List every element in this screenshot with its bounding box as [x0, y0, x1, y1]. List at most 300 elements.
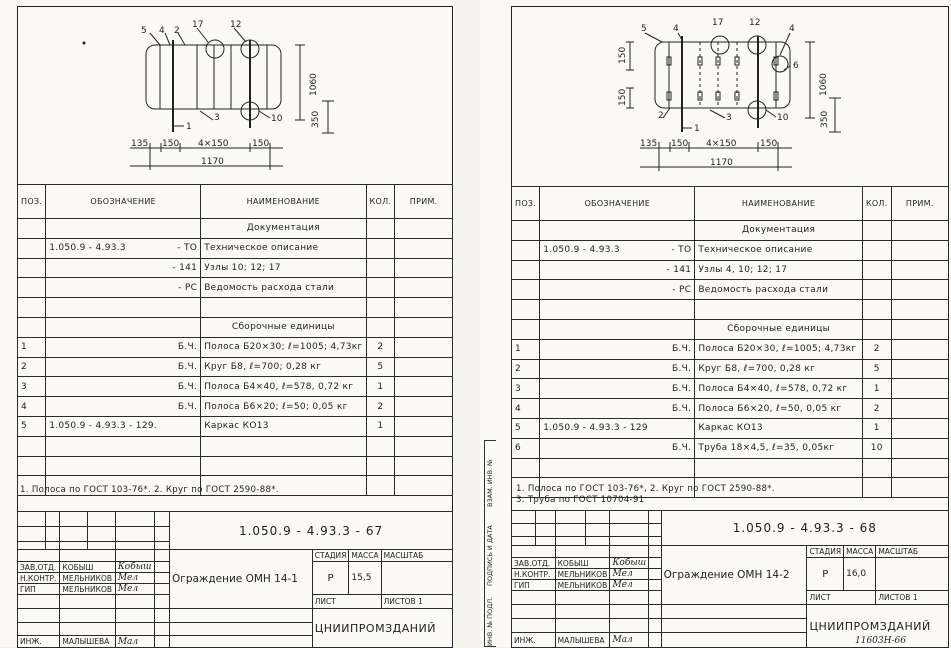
row-note: [891, 478, 948, 498]
row-qty: [366, 298, 395, 318]
signer-name: [555, 605, 610, 619]
callout-label: 17: [712, 18, 724, 28]
row-code: [540, 359, 695, 379]
row-qty: [862, 300, 891, 320]
dim-bottom: 4×150: [198, 139, 229, 149]
row-code-suffix: Б.Ч.: [177, 401, 198, 412]
signer-role: ГИП: [18, 584, 60, 595]
row-qty: 2: [862, 339, 891, 359]
row-code: [46, 298, 201, 318]
signer-name: МАЛЫШЕВА: [60, 636, 115, 648]
row-qty: [366, 317, 395, 337]
document-number: 1.050.9 - 4.93.3 - 67: [170, 512, 453, 550]
table-row: [18, 238, 453, 258]
row-code: [540, 260, 695, 280]
sheets-count: ЛИСТОВ 1: [876, 591, 949, 605]
row-code-suffix: Б.Ч.: [672, 383, 692, 394]
table-row: [18, 317, 453, 337]
table-row: [18, 219, 453, 239]
table-row: [18, 357, 453, 377]
dim-bottom: 135: [640, 139, 658, 149]
signature: Мел: [610, 580, 649, 591]
row-code: [46, 416, 201, 436]
signature: [115, 595, 154, 609]
row-name: Техническое описание: [695, 240, 863, 260]
row-qty: [862, 240, 891, 260]
callout-label: 3: [214, 113, 220, 123]
row-name: Узлы 10; 12; 17: [201, 258, 366, 278]
row-note: [395, 476, 453, 496]
signer-role: [18, 609, 60, 623]
row-name: Полоса Б6×20; ℓ=50; 0,05 кг: [201, 397, 366, 417]
row-code: [46, 317, 201, 337]
signer-name: [555, 591, 610, 605]
signature: Мал: [610, 633, 649, 648]
signer-name: [60, 623, 115, 636]
row-note: [395, 238, 453, 258]
row-name: [695, 458, 863, 478]
row-qty: [862, 458, 891, 478]
row-name: Сборочные единицы: [695, 319, 863, 339]
row-code: [46, 337, 201, 357]
table-row: [512, 339, 949, 359]
row-code-suffix: Б.Ч.: [177, 381, 198, 392]
row-pos: [512, 221, 540, 241]
row-note: [891, 240, 948, 260]
row-code: [46, 238, 201, 258]
row-pos: [18, 436, 46, 456]
row-code-text: 1.050.9 - 4.93.3: [543, 245, 620, 256]
table-row: [512, 221, 949, 241]
signer-role: ИНЖ.: [512, 633, 556, 648]
callout-label: 12: [749, 18, 761, 28]
header-note: ПРИМ.: [891, 187, 948, 221]
row-code-suffix: Б.Ч.: [177, 361, 198, 372]
row-name: Ведомость расхода стали: [695, 280, 863, 300]
row-qty: [366, 456, 395, 476]
row-qty: 2: [862, 399, 891, 419]
row-pos: [18, 317, 46, 337]
row-pos: 1: [512, 339, 540, 359]
row-name: Круг Б8, ℓ=700; 0,28 кг: [201, 357, 366, 377]
dim-height: 1060: [309, 73, 319, 96]
organization: ЦНИИПРОМЗДАНИЙ: [807, 605, 949, 648]
row-qty: [862, 221, 891, 241]
header-name: НАИМЕНОВАНИЕ: [201, 185, 366, 219]
stage-label: СТАДИЯ: [312, 550, 349, 562]
callout-label: 10: [777, 113, 789, 123]
sheet-label: ЛИСТ: [312, 595, 381, 609]
row-qty: [366, 219, 395, 239]
specification-table: [17, 184, 453, 496]
dim-total: 1170: [201, 157, 224, 167]
row-code: [46, 436, 201, 456]
signer-name: МЕЛЬНИКОВ: [60, 573, 115, 584]
signer-role: Н.КОНТР.: [18, 573, 60, 584]
row-pos: 3: [512, 379, 540, 399]
signature: Мал: [115, 636, 154, 648]
row-code-suffix: - 141: [666, 264, 692, 275]
header-qty: КОЛ.: [366, 185, 395, 219]
table-row: [18, 416, 453, 436]
signature: [610, 619, 649, 633]
row-code-text: 1.050.9 - 4.93.3 - 129.: [49, 421, 158, 432]
row-pos: [512, 458, 540, 478]
row-code: [46, 357, 201, 377]
signature: [610, 591, 649, 605]
signer-role: ЗАВ.ОТД.: [18, 562, 60, 573]
row-qty: [366, 476, 395, 496]
signer-name: МЕЛЬНИКОВ: [60, 584, 115, 595]
row-code: [46, 377, 201, 397]
signature: Мел: [115, 584, 154, 595]
row-code: [46, 258, 201, 278]
notes: [20, 485, 279, 496]
dim-bottom: 150: [162, 139, 180, 149]
fence-drawing: [0, 0, 455, 190]
row-qty: [366, 258, 395, 278]
header-pos: ПОЗ.: [512, 187, 540, 221]
table-row: [512, 379, 949, 399]
footer-code: 11603Н-66: [855, 636, 906, 646]
row-note: [891, 359, 948, 379]
row-qty: 10: [862, 438, 891, 458]
sheet-label: ЛИСТ: [807, 591, 876, 605]
dim-bottom: 135: [131, 139, 149, 149]
object-name: Ограждение ОМН 14-1: [170, 550, 313, 609]
callout-label: 12: [230, 20, 242, 30]
note-line: 1. Полоса по ГОСТ 103-76*. 2. Круг по ГОСТ 2590-88*.: [20, 485, 279, 495]
row-note: [395, 278, 453, 298]
signer-role: [512, 605, 556, 619]
table-header-row: [512, 187, 949, 221]
row-name: Каркас КО13: [201, 416, 366, 436]
row-note: [891, 319, 948, 339]
mass-label: МАССА: [844, 546, 876, 558]
row-name: Техническое описание: [201, 238, 366, 258]
stage-label: СТАДИЯ: [807, 546, 844, 558]
table-row: [512, 438, 949, 458]
organization: ЦНИИПРОМЗДАНИЙ: [312, 609, 452, 648]
row-code-suffix: Б.Ч.: [672, 363, 692, 374]
specification-table: [511, 186, 949, 498]
signer-name: КОБЫШ: [555, 558, 610, 569]
row-name: Полоса Б6×20, ℓ=50, 0,05 кг: [695, 399, 863, 419]
callout-label: 5: [141, 26, 147, 36]
table-row: [512, 240, 949, 260]
sheet-right: [480, 0, 951, 647]
signature: Мел: [610, 569, 649, 580]
row-note: [891, 300, 948, 320]
row-pos: 2: [512, 359, 540, 379]
dim-bottom: 150: [760, 139, 778, 149]
row-qty: [862, 280, 891, 300]
table-row: [18, 377, 453, 397]
callout-label: 1: [694, 124, 700, 134]
callout-label: 2: [174, 26, 180, 36]
signer-role: [512, 591, 556, 605]
dim-lower: 350: [311, 110, 321, 128]
row-pos: [18, 278, 46, 298]
row-note: [395, 317, 453, 337]
row-qty: 1: [862, 379, 891, 399]
row-pos: 6: [512, 438, 540, 458]
mass-value: 15,5: [349, 562, 381, 595]
row-name: Полоса Б4×40, ℓ=578, 0,72 кг: [695, 379, 863, 399]
dim-bottom: 4×150: [706, 139, 737, 149]
row-code: [540, 319, 695, 339]
signer-name: [60, 595, 115, 609]
dim-lower: 350: [820, 110, 830, 128]
signature: [115, 609, 154, 623]
row-code: [540, 300, 695, 320]
row-note: [395, 258, 453, 278]
row-note: [891, 399, 948, 419]
table-row: [512, 260, 949, 280]
row-note: [395, 298, 453, 318]
row-pos: [512, 300, 540, 320]
row-code: [540, 438, 695, 458]
row-note: [395, 397, 453, 417]
row-code-suffix: - 141: [172, 262, 198, 273]
row-note: [891, 280, 948, 300]
table-row: [18, 258, 453, 278]
signature: Кобыш: [610, 558, 649, 569]
row-note: [395, 219, 453, 239]
callout-label: 17: [192, 20, 204, 30]
side-label: ПОДПИСЬ И ДАТА: [486, 525, 494, 586]
row-qty: 2: [366, 397, 395, 417]
row-pos: 5: [18, 416, 46, 436]
row-name: Полоса Б4×40, ℓ=578, 0,72 кг: [201, 377, 366, 397]
signer-role: [18, 595, 60, 609]
row-qty: 1: [366, 416, 395, 436]
signer-name: [60, 609, 115, 623]
row-code-suffix: - ТО: [177, 243, 198, 254]
row-code: [540, 458, 695, 478]
signer-role: [512, 619, 556, 633]
row-note: [891, 260, 948, 280]
row-note: [891, 438, 948, 458]
signature: [610, 605, 649, 619]
row-code: [540, 339, 695, 359]
signer-name: МЕЛЬНИКОВ: [555, 569, 610, 580]
row-note: [395, 456, 453, 476]
row-name: Документация: [201, 219, 366, 239]
row-note: [395, 337, 453, 357]
row-qty: 1: [862, 418, 891, 438]
note-line: 1. Полоса по ГОСТ 103-76*, 2. Круг по ГОСТ 2590-88*.: [516, 484, 775, 494]
signer-role: [18, 623, 60, 636]
scale-label: МАСШТАБ: [381, 550, 452, 562]
row-code: [46, 456, 201, 476]
row-pos: [18, 219, 46, 239]
table-row: [18, 456, 453, 476]
signature: Кобыш: [115, 562, 154, 573]
callout-label: 3: [726, 113, 732, 123]
row-name: Сборочные единицы: [201, 317, 366, 337]
table-row: [512, 300, 949, 320]
row-note: [891, 418, 948, 438]
row-code: [540, 280, 695, 300]
row-qty: [862, 260, 891, 280]
row-name: [201, 456, 366, 476]
header-qty: КОЛ.: [862, 187, 891, 221]
row-pos: [512, 319, 540, 339]
sheet-left: [0, 0, 455, 647]
mass-label: МАССА: [349, 550, 381, 562]
row-name: Круг Б8, ℓ=700, 0,28 кг: [695, 359, 863, 379]
dim-left: 150: [618, 46, 628, 64]
fence-drawing: [480, 0, 951, 190]
table-row: [18, 337, 453, 357]
scale-label: МАСШТАБ: [876, 546, 949, 558]
row-code-suffix: Б.Ч.: [672, 344, 692, 355]
signature: [115, 623, 154, 636]
table-row: [512, 458, 949, 478]
header-code: ОБОЗНАЧЕНИЕ: [46, 185, 201, 219]
side-label: ИНВ. № ПОДЛ.: [486, 596, 494, 646]
signer-name: МАЛЫШЕВА: [555, 633, 610, 648]
row-code: [540, 221, 695, 241]
row-note: [395, 436, 453, 456]
row-name: Полоса Б20×30, ℓ=1005; 4,73кг: [695, 339, 863, 359]
dim-bottom: 150: [252, 139, 270, 149]
table-row: [18, 436, 453, 456]
callout-label: 2: [658, 111, 664, 121]
row-name: Ведомость расхода стали: [201, 278, 366, 298]
object-name: Ограждение ОМН 14-2: [661, 546, 807, 605]
table-row: [512, 280, 949, 300]
row-code-suffix: Б.Ч.: [672, 403, 692, 414]
signer-role: ГИП: [512, 580, 556, 591]
row-qty: [366, 238, 395, 258]
row-qty: [366, 436, 395, 456]
row-name: Документация: [695, 221, 863, 241]
row-name: [201, 436, 366, 456]
row-code: [540, 399, 695, 419]
row-note: [395, 377, 453, 397]
table-row: [18, 298, 453, 318]
row-note: [395, 416, 453, 436]
row-name: Узлы 4, 10; 12; 17: [695, 260, 863, 280]
row-code: [46, 219, 201, 239]
row-qty: 2: [366, 337, 395, 357]
row-pos: [18, 456, 46, 476]
row-pos: 4: [512, 399, 540, 419]
row-pos: [18, 258, 46, 278]
row-qty: 1: [366, 377, 395, 397]
dim-bottom: 150: [671, 139, 689, 149]
row-note: [891, 339, 948, 359]
callout-label: 10: [271, 114, 283, 124]
row-code: [540, 418, 695, 438]
row-name: Каркас КО13: [695, 418, 863, 438]
signer-role: ЗАВ.ОТД.: [512, 558, 556, 569]
row-qty: [366, 278, 395, 298]
document-number: 1.050.9 - 4.93.3 - 68: [661, 511, 948, 546]
row-pos: 1: [18, 337, 46, 357]
stage-value: Р: [312, 562, 349, 595]
row-pos: [512, 240, 540, 260]
row-qty: 5: [862, 359, 891, 379]
header-code: ОБОЗНАЧЕНИЕ: [540, 187, 695, 221]
row-pos: [18, 238, 46, 258]
row-pos: 2: [18, 357, 46, 377]
row-pos: [512, 260, 540, 280]
row-qty: [862, 478, 891, 498]
row-code-suffix: - ТО: [671, 245, 692, 256]
side-label: ВЗАМ. ИНВ. №: [486, 459, 494, 507]
signer-role: Н.КОНТР.: [512, 569, 556, 580]
callout-label: 4: [673, 24, 679, 34]
table-row: [512, 359, 949, 379]
table-header-row: [18, 185, 453, 219]
row-code-text: 1.050.9 - 4.93.3: [49, 243, 126, 254]
row-note: [395, 357, 453, 377]
row-code-suffix: Б.Ч.: [177, 342, 198, 353]
row-pos: 3: [18, 377, 46, 397]
row-pos: 4: [18, 397, 46, 417]
signature: Мел: [115, 573, 154, 584]
row-note: [891, 221, 948, 241]
signer-name: [555, 619, 610, 633]
side-stamp: [484, 440, 496, 647]
title-block: [511, 510, 949, 648]
signer-name: КОБЫШ: [60, 562, 115, 573]
row-name: [695, 300, 863, 320]
signer-role: ИНЖ.: [18, 636, 60, 648]
row-code: [540, 240, 695, 260]
row-pos: [18, 298, 46, 318]
table-row: [512, 418, 949, 438]
callout-label: 4: [159, 26, 165, 36]
sheets-count: ЛИСТОВ 1: [381, 595, 452, 609]
row-code: [540, 379, 695, 399]
row-name: Труба 18×4,5, ℓ=35, 0,05кг: [695, 438, 863, 458]
dim-left: 150: [618, 88, 628, 106]
header-name: НАИМЕНОВАНИЕ: [695, 187, 863, 221]
row-code-suffix: - РС: [672, 284, 692, 295]
row-note: [891, 379, 948, 399]
callout-label: 5: [641, 24, 647, 34]
table-row: [18, 278, 453, 298]
row-pos: [512, 280, 540, 300]
signer-name: МЕЛЬНИКОВ: [555, 580, 610, 591]
row-code-suffix: Б.Ч.: [672, 443, 692, 454]
row-qty: [862, 319, 891, 339]
dim-total: 1170: [710, 158, 733, 168]
stage-value: Р: [807, 558, 844, 591]
table-row: [512, 399, 949, 419]
row-qty: 5: [366, 357, 395, 377]
row-code-suffix: - РС: [178, 282, 198, 293]
row-name: [201, 298, 366, 318]
header-pos: ПОЗ.: [18, 185, 46, 219]
title-block: [17, 511, 453, 648]
notes: [516, 484, 775, 506]
table-row: [512, 319, 949, 339]
row-name: Полоса Б20×30; ℓ=1005; 4,73кг: [201, 337, 366, 357]
callout-label: 1: [186, 122, 192, 132]
mass-value: 16,0: [844, 558, 876, 591]
callout-label: 4: [789, 24, 795, 34]
callout-label: 6: [793, 61, 799, 71]
dim-height: 1060: [819, 73, 829, 96]
row-note: [891, 458, 948, 478]
header-note: ПРИМ.: [395, 185, 453, 219]
note-line: 3. Труба по ГОСТ 10704-91: [516, 495, 645, 505]
